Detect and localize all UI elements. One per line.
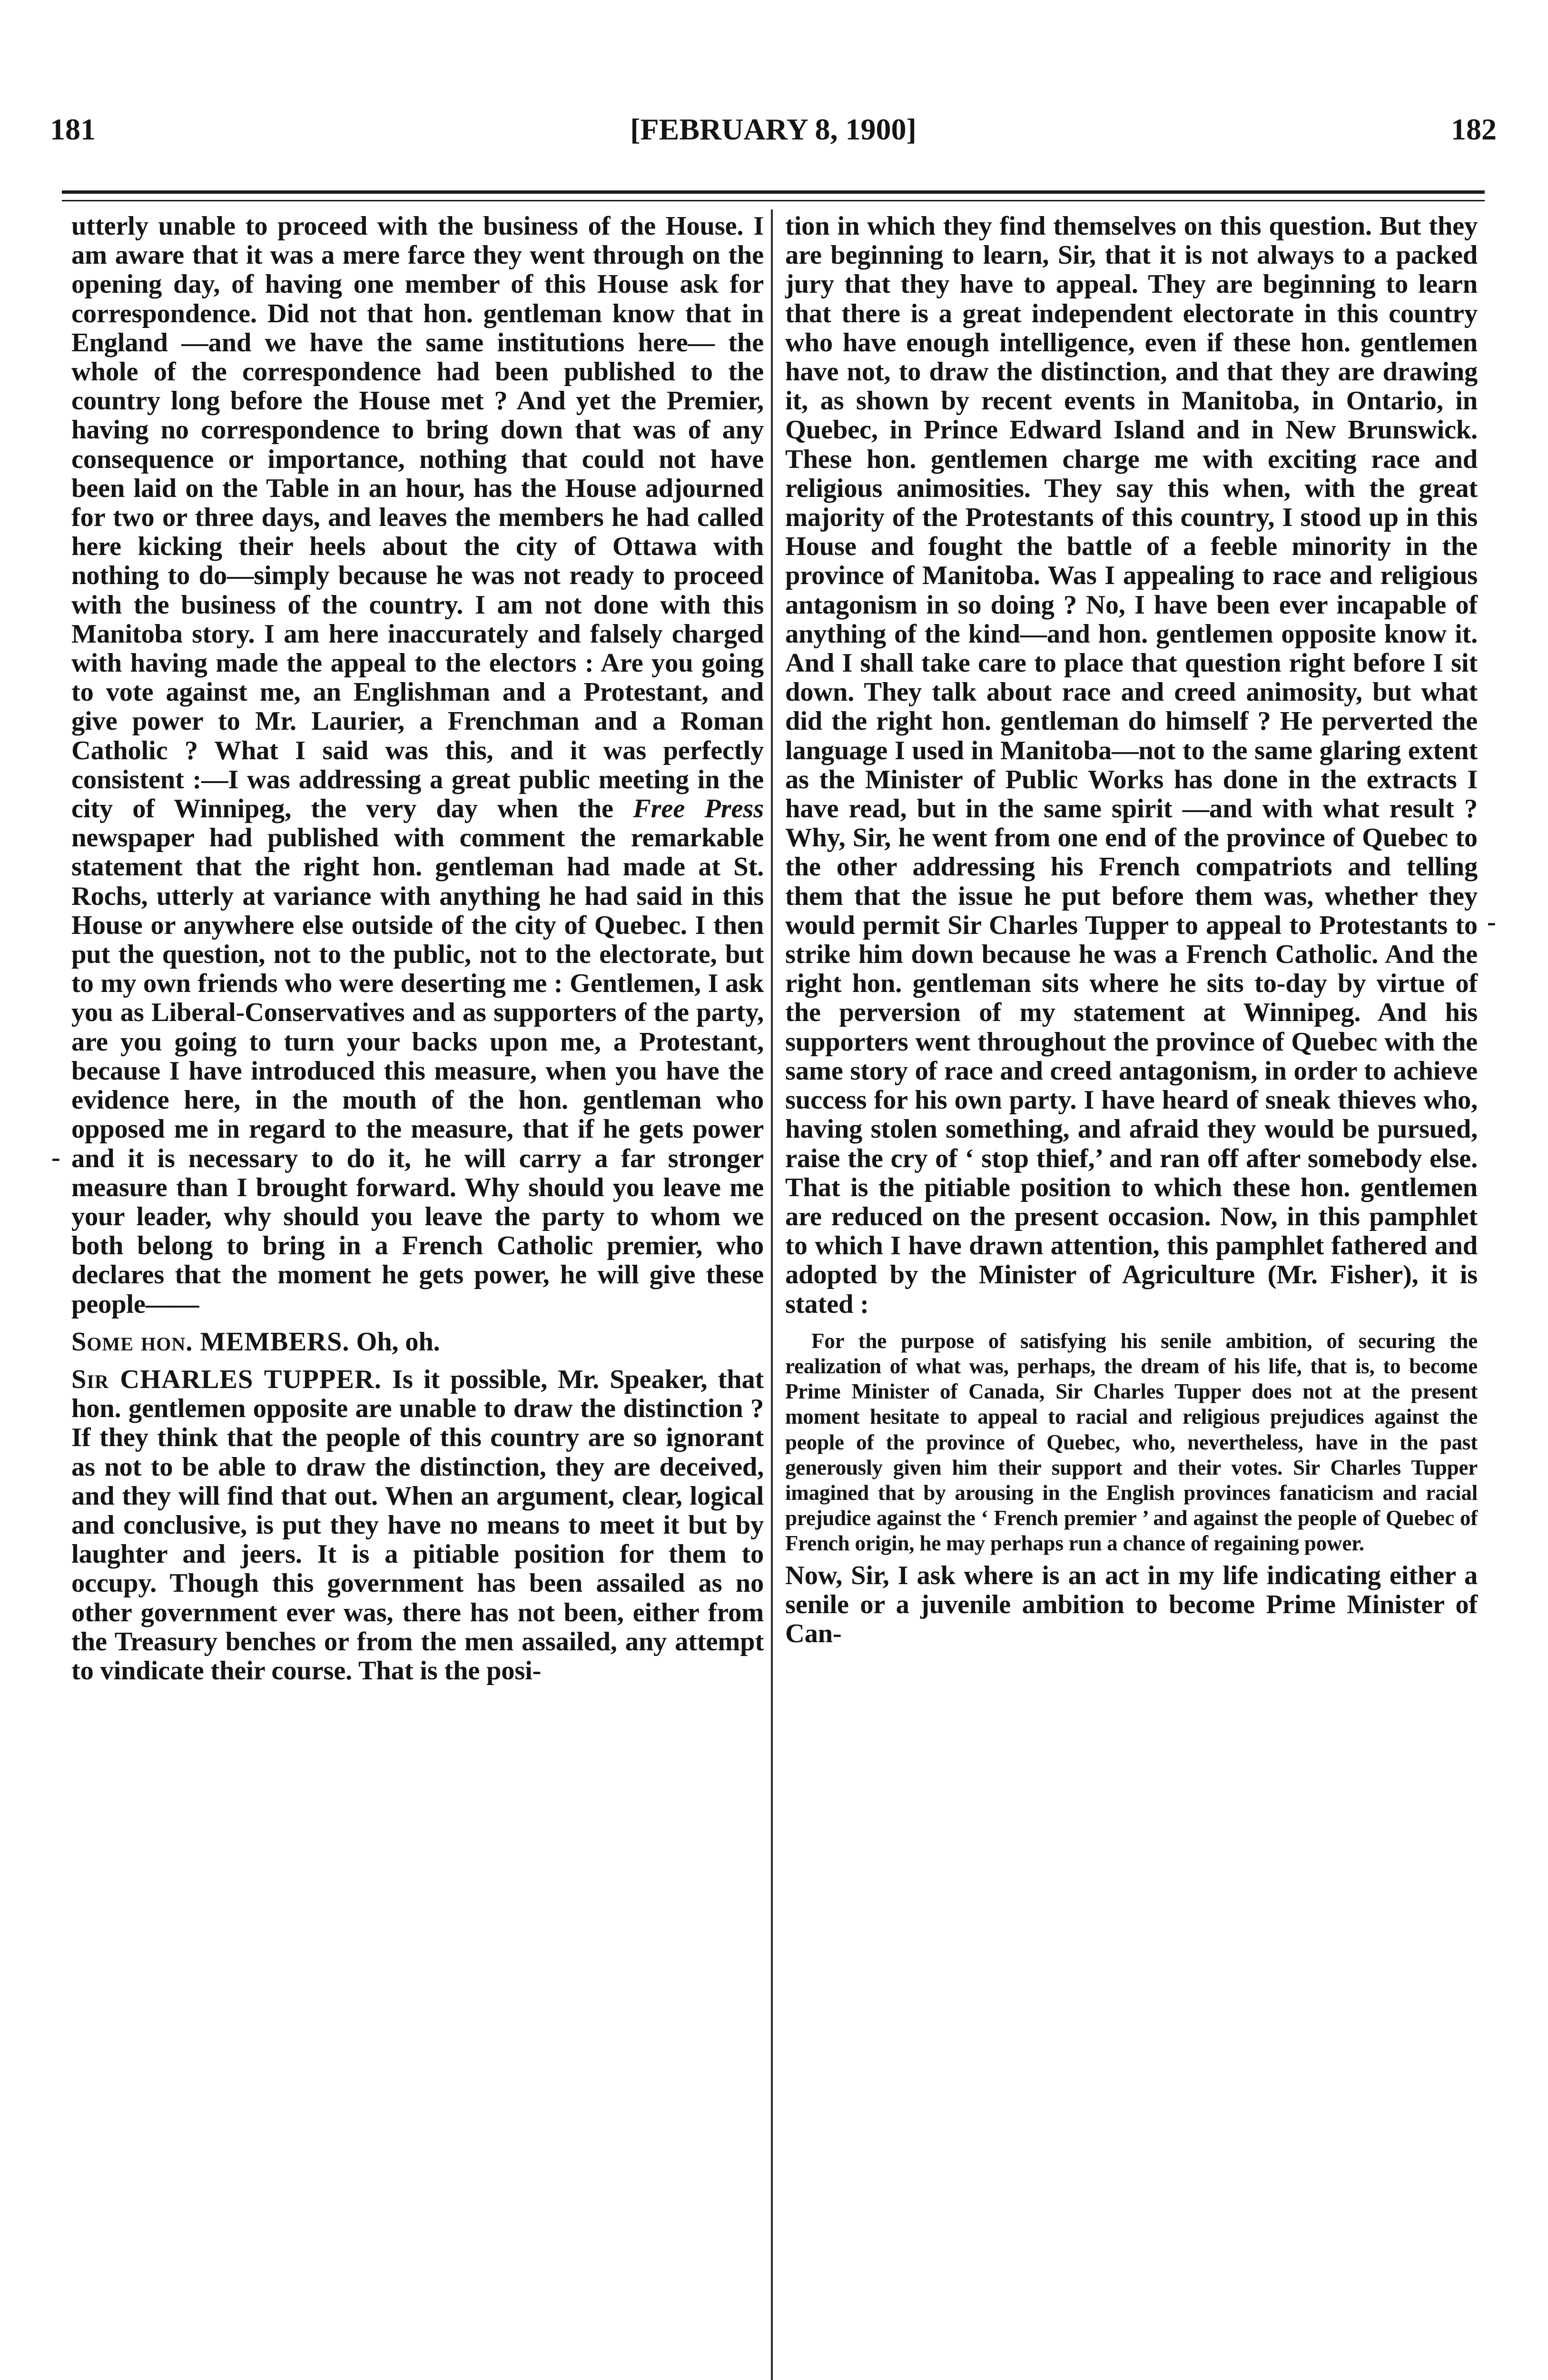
left-column	[71, 212, 764, 1686]
header-date: [FEBRUARY 8, 1900]	[630, 112, 917, 146]
paragraph-text: utterly unable to proceed with the business of the House. I am aware that it was a mere farce they went through on the opening day, of having one member of this House ask for correspondence. Did not that hon. gentleman know that in England —and we have the same institutions here— the whole of the correspondence had been published to the country long before the House met ? And yet the Premier, having no correspondence to bring down that was of any consequence or importance, nothing that could not have been laid on the Table in an hour, has the House adjourned for two or three days, and leaves the members he had called here kicking their heels about the city of Ottawa with nothing to do—simply because he was not ready to proceed with the business of the country. I am not done with this Manitoba story. I am here inaccurately and falsely charged with having made the appeal to the electors : Are you going to vote against me, an Englishman and a Protestant, and give power to Mr. Laurier, a Frenchman and a Roman Catholic ? What I said was this, and it was perfectly consistent :—I was addressing a great public meeting in the city of Winnipeg, the very day when the	[71, 211, 764, 824]
page-number-right: 182	[1451, 112, 1497, 146]
speech-text: Is it possible, Mr. Speaker, that hon. gentlemen opposite are unable to draw the distinction ? If they think that the people of this country are so ignorant as not to be able to draw the distinction, they are deceived, and they will find that out. When an argument, clear, logical and conclusive, is put they have no means to meet it but by laughter and jeers. It is a pitiable position for them to occupy. Though this government has been assailed as no other government ever was, there has not been, either from the Treasury benches or from the men assailed, any attempt to vindicate their course. That is the posi-	[71, 1364, 764, 1686]
block-quote: For the purpose of satisfying his senile ambition, of securing the realization of what was, perhaps, the dream of his life, that is, to become Prime Minister of Canada, Sir Charles Tupper does not at the present moment hesitate to appeal to racial and religious prejudices against the people of the province of Quebec, who, nevertheless, have in the past generously given him their support and their votes. Sir Charles Tupper imagined that by arousing in the English provinces fanaticism and racial prejudice against the ‘ French premier ’ and against the people of Quebec of French origin, he may perhaps run a chance of regaining power.	[785, 1329, 1478, 1556]
paragraph	[71, 212, 764, 1319]
newspaper-title: Free Press	[633, 794, 764, 824]
margin-mark-left: -	[51, 1143, 60, 1172]
page-number-left: 181	[50, 112, 96, 146]
speaker-name: Sir CHARLES TUPPER.	[71, 1364, 382, 1394]
page-header	[45, 102, 1501, 159]
header-rule-thick	[62, 190, 1485, 194]
header-rule-thin	[62, 200, 1485, 201]
paragraph	[71, 1365, 764, 1686]
paragraph: tion in which they find themselves on this question. But they are beginning to learn, Sir, that it is not always to a packed jury that they have to appeal. They are beginning to learn that there is a great independent electorate in this country who have enough intelligence, even if these hon. gentlemen have not, to draw the distinction, and that they are drawing it, as shown by recent events in Manitoba, in Ontario, in Quebec, in Prince Edward Island and in New Brunswick. These hon. gentlemen charge me with exciting race and religious animosities. They say this when, with the great majority of the Protestants of this country, I stood up in this House and fought the battle of a feeble minority in the province of Manitoba. Was I appealing to race and religious antagonism in so doing ? No, I have been ever incapable of anything of the kind—and hon. gentlemen opposite know it. And I shall take care to place that question right before I sit down. They talk about race and creed animosity, but what did the right hon. gentleman do himself ? He perverted the language I used in Manitoba—not to the same glaring extent as the Minister of Public Works has done in the extracts I have read, but in the same spirit —and with what result ? Why, Sir, he went from one end of the province of Quebec to the other addressing his French compatriots and telling them that the issue he put before them was, whether they would permit Sir Charles Tupper to appeal to Protestants to strike him down because he was a French Catholic. And the right hon. gentleman sits where he sits to-day by virtue of the perversion of my statement at Winnipeg. And his supporters went throughout the province of Quebec with the same story of race and creed antagonism, in order to achieve success for his own party. I have heard of sneak thieves who, having stolen something, and afraid they would be pursued, raise the cry of ‘ stop thief,’ and ran off after somebody else. That is the pitiable position to which these hon. gentlemen are reduced on the present occasion. Now, in this pamphlet to which I have drawn attention, this pamphlet fathered and adopted by the Minister of Agriculture (Mr. Fisher), it is stated :	[785, 211, 1478, 1319]
right-column	[785, 212, 1478, 1648]
margin-mark-right: -	[1487, 907, 1496, 937]
paragraph-text-continued: newspaper had published with comment the remarkable statement that the right hon. gentleman had made at St. Rochs, utterly at variance with anything he had said in this House or anywhere else outside of the city of Quebec. I then put the question, not to the public, not to the electorate, but to my own friends who were deserting me : Gentlemen, I ask you as Liberal-Conservatives and as supporters of the party, are you going to turn your backs upon me, a Protestant, because I have introduced this measure, when you have the evidence here, in the mouth of the hon. gentleman who opposed me in regard to the measure, that if he gets power and it is necessary to do it, he will carry a far stronger measure than I brought forward. Why should you leave me your leader, why should you leave the party to whom we both belong to bring in a French Catholic premier, who declares that the moment he gets power, he will give these people——	[71, 823, 764, 1319]
paragraph	[71, 1328, 764, 1357]
paragraph: Now, Sir, I ask where is an act in my life indicating either a senile or a juvenile ambition to become Prime Minister of Can-	[785, 1560, 1478, 1648]
speech-text: Oh, oh.	[349, 1327, 440, 1357]
speaker-name: Some hon. MEMBERS.	[71, 1327, 350, 1357]
column-divider	[771, 209, 773, 2380]
